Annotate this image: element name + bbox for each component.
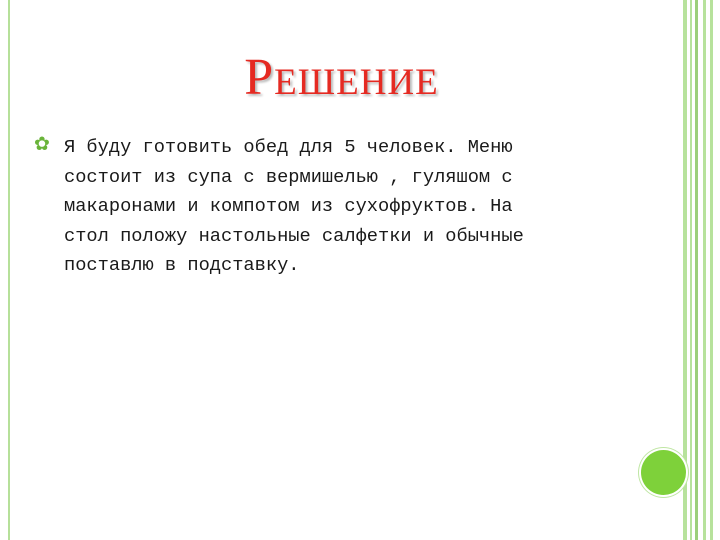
right-border-line: [703, 0, 706, 540]
settings-wheel-icon: ✿: [34, 133, 50, 155]
bullet-text: Я буду готовить обед для 5 человек. Меню состоит из супа с вермишелью , гуляшом с макаронами и компотом из сухофруктов. На стол положу настольные салфетки и обычные поставлю в подставку.: [64, 136, 524, 276]
right-border-line: [683, 0, 687, 540]
slide-title: [0, 49, 683, 109]
slide-title-first-letter: Р: [244, 49, 275, 106]
bullet-item: [34, 133, 614, 281]
decorative-green-circle: [641, 450, 686, 495]
slide-title-rest: ЕШЕНИЕ: [274, 62, 439, 103]
right-border-line: [710, 0, 713, 540]
right-border-line: [690, 0, 692, 540]
right-border-line: [695, 0, 698, 540]
